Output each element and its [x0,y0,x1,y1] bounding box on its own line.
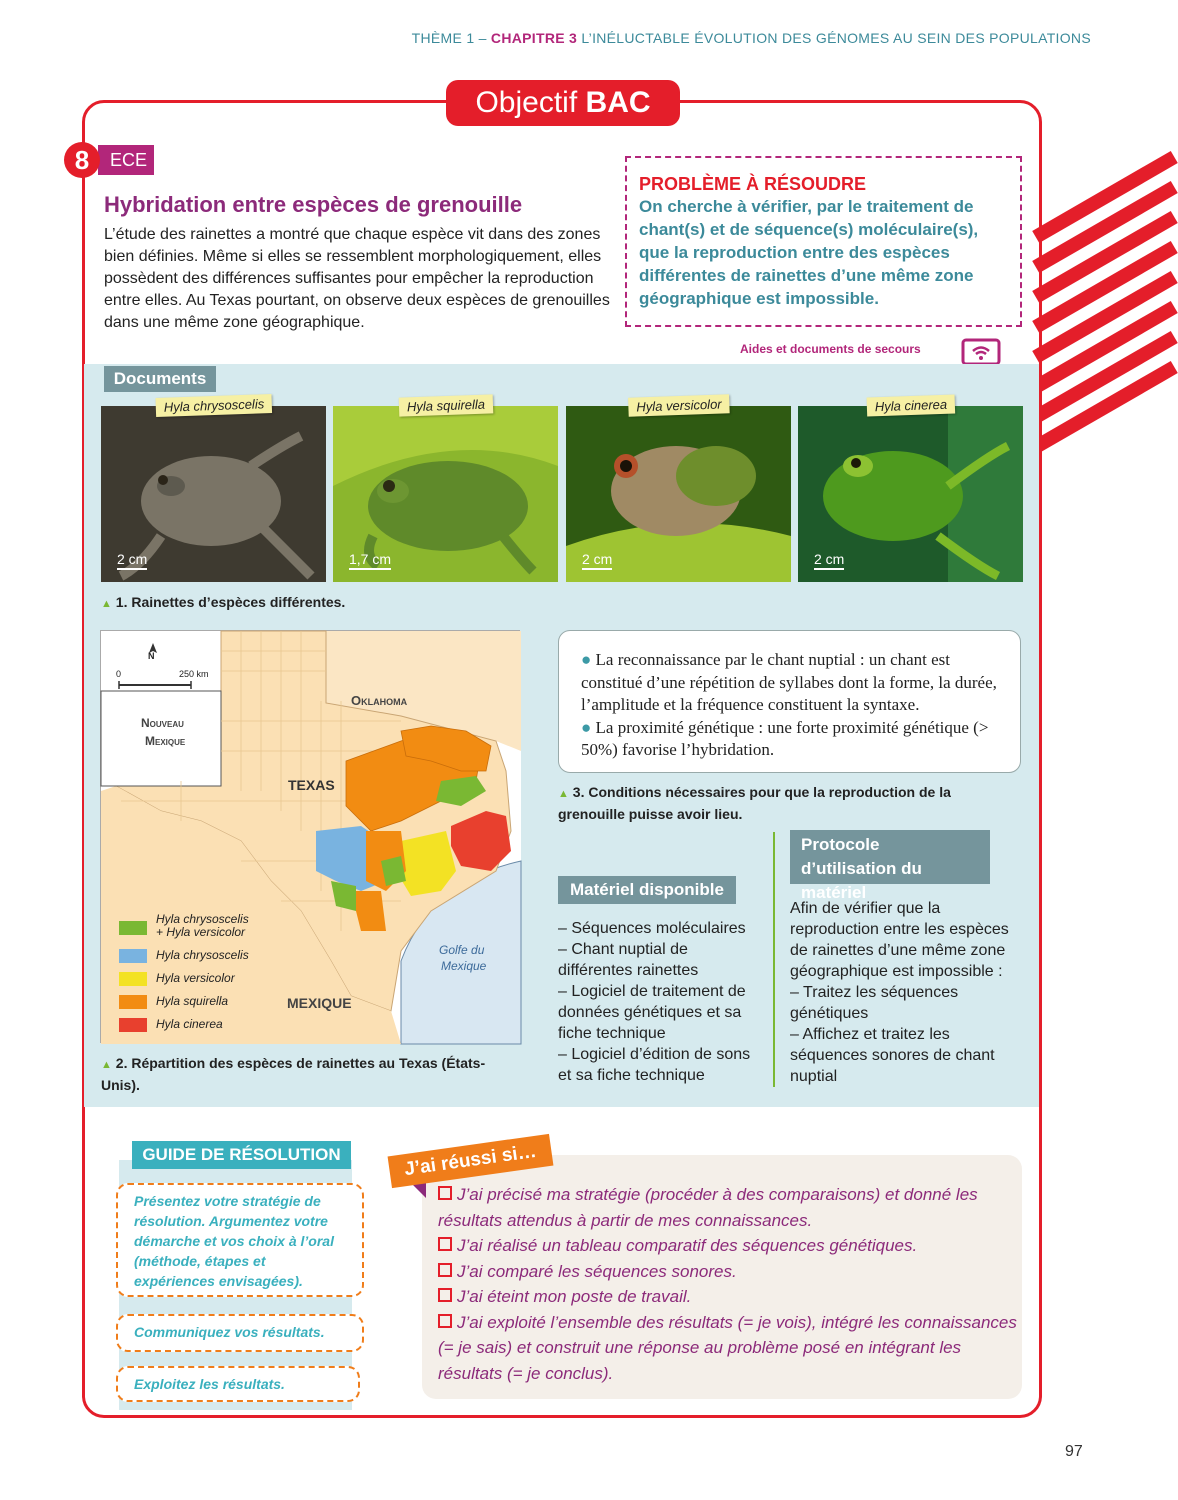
reussi-item-text: J’ai réalisé un tableau comparatif des séquences génétiques. [457,1236,918,1255]
label-nouveau-1: Nouveau [141,716,184,730]
scale-start: 0 [116,669,122,679]
caption-3-text: Conditions nécessaires pour que la reproduction de la grenouille puisse avoir lieu. [558,784,951,822]
caption-3-num: 3. [572,784,585,800]
checkbox-icon[interactable] [438,1288,452,1302]
legend-label-2: + Hyla versicolor [156,925,246,939]
legend-swatch [119,972,147,986]
ece-tag: ECE [98,145,154,175]
reussi-item[interactable] [438,1182,1018,1233]
condition-2 [581,717,1006,762]
materiel-list [558,918,758,1086]
legend-swatch [119,1018,147,1032]
checkbox-icon[interactable] [438,1186,452,1200]
problem-text: On cherche à vérifier, par le traitement de chant(s) et de séquence(s) moléculaire(s), que la reproduction entre des espèces différentes de rainettes d’une même zone géographique est impossible. [639,197,979,308]
protocole-item: – Traitez les séquences génétiques [790,984,959,1022]
frog-photo-chrysoscelis [101,396,326,582]
legend-label: Hyla chrysoscelis [156,912,249,926]
problem-box [625,156,1022,327]
header-title: L’INÉLUCTABLE ÉVOLUTION DES GÉNOMES AU SEIN DES POPULATIONS [581,30,1091,46]
materiel-title: Matériel disponible [558,876,736,904]
photo-label: Hyla versicolor [628,394,730,417]
page-number: 97 [1065,1443,1083,1460]
protocole-item: – Affichez et traitez les séquences sonores de chant nuptial [790,1026,995,1085]
checkbox-icon[interactable] [438,1237,452,1251]
exercise-intro: L’étude des rainettes a montré que chaque espèce vit dans des zones bien définies. Même si elles se ressemblent morphologiquement, elles possèdent des différences suffisantes pour empêcher la reproduction entre elles. Au Texas pourtant, on observe deux espèces de grenouilles dans une même zone géographique. [104,226,610,331]
photo-label: Hyla squirella [398,394,493,416]
photo-scale [349,551,391,570]
legend-item: Hyla cinerea [156,1017,223,1031]
photo-scale [117,551,147,570]
label-nouveau-2: Mexique [145,734,186,748]
materiel-item: – Séquences moléculaires [558,920,746,937]
header-theme: THÈME 1 – [411,30,487,46]
reussi-title: J’ai réussi si… [388,1134,554,1188]
reussi-item-text: J’ai comparé les séquences sonores. [457,1261,737,1281]
guide-step-1: Présentez votre stratégie de résolution. Argumentez votre démarche et vos choix à l’oral (méthode, étapes et expériences envisagées). [116,1183,364,1297]
banner-strong: BAC [585,86,651,119]
scale-text: 2 cm [117,551,148,567]
frog-photo-squirella [333,396,558,582]
guide-step-2: Communiquez vos résultats. [116,1314,364,1352]
frog-body [141,456,281,546]
photo-label: Hyla chrysoscelis [155,394,272,417]
protocole-title: Protocole d’utilisation du matériel [790,830,990,884]
condition-1-text: La reconnaissance par le chant nuptial : un chant est constitué d’une répétition de syllabes dont la forme, la durée, l’amplitude et la fréquence constituent la syntaxe. [581,650,997,714]
bullet-icon: ● [581,650,592,669]
materiel-item: – Logiciel d’édition de sons et sa fiche technique [558,1046,751,1084]
texas-map [100,630,520,1043]
reussi-item[interactable] [438,1233,1018,1259]
protocole-intro: Afin de vérifier que la reproduction entre les espèces de rainettes d’une même zone géographique est impossible : [790,900,1009,980]
label-mexique: MEXIQUE [287,995,352,1011]
running-header [0,30,1091,46]
aides-link[interactable]: Aides et documents de secours [740,342,921,356]
legend-swatch [119,995,147,1009]
reussi-list [438,1182,1018,1386]
label-oklahoma: Oklahoma [351,693,408,708]
reussi-item[interactable] [438,1284,1018,1310]
scale-text: 2 cm [582,551,613,567]
caption-triangle-icon: ▲ [101,598,112,610]
guide-step-3: Exploitez les résultats. [116,1366,360,1402]
caption-1 [101,594,345,610]
caption-2-text: 2. Répartition des espèces de rainettes au Texas (États-Unis). [101,1055,486,1093]
reussi-item[interactable] [438,1259,1018,1285]
legend-item: Hyla versicolor [156,971,235,985]
label-golfe-1: Golfe du [439,943,485,957]
frog-body [676,446,756,506]
frog-photo-cinerea [798,396,1023,582]
scale-text: 2 cm [814,551,845,567]
banner-prefix: Objectif [475,86,578,119]
label-texas: TEXAS [288,777,335,793]
caption-3 [558,782,958,824]
legend-swatch [119,949,147,963]
north-label: N [148,651,155,661]
scale-text: 1,7 cm [349,551,392,567]
reussi-item-text: J’ai précisé ma stratégie (procéder à des comparaisons) et donné les résultats attendus à partir de mes connaissances. [438,1185,978,1230]
protocole-text [790,898,1030,1087]
reussi-item-text: J’ai exploité l’ensemble des résultats (= je vois), intégré les connaissances (= je sais) et construit une réponse au problème posé en intégrant les résultats (= je conclus). [438,1312,1017,1383]
legend-swatch [119,921,147,935]
caption-triangle-icon: ▲ [558,788,569,800]
legend-item [156,913,249,939]
condition-1 [581,649,1006,717]
divider [773,832,775,1087]
header-chapter: CHAPITRE 3 [490,30,578,46]
condition-2-text: La proximité génétique : une forte proximité génétique (> 50%) favorise l’hybridation. [581,717,989,759]
bullet-icon: ● [581,717,592,737]
frog-photo-versicolor [566,396,791,582]
legend-item: Hyla squirella [156,994,229,1008]
materiel-item: – Logiciel de traitement de données génétiques et sa fiche technique [558,983,746,1042]
checkbox-icon[interactable] [438,1314,452,1328]
checkbox-icon[interactable] [438,1263,452,1277]
label-golfe-2: Mexique [441,959,487,973]
problem-title: PROBLÈME À RÉSOUDRE [639,174,867,194]
reussi-item-text: J’ai éteint mon poste de travail. [457,1287,692,1306]
caption-1-text: 1. Rainettes d’espèces différentes. [115,594,346,610]
photo-scale [582,551,612,570]
legend-item: Hyla chrysoscelis [156,948,249,962]
objectif-bac-banner [446,80,680,126]
caption-2 [101,1053,521,1095]
exercise-number: 8 [64,142,100,178]
caption-triangle-icon: ▲ [101,1059,112,1071]
scale-end: 250 km [179,669,209,679]
reussi-item[interactable] [438,1310,1018,1387]
exercise-title: Hybridation entre espèces de grenouille [104,192,523,217]
photo-label: Hyla cinerea [866,394,955,416]
photo-scale [814,551,844,570]
materiel-item: – Chant nuptial de différentes rainettes [558,941,699,979]
guide-title: GUIDE DE RÉSOLUTION [132,1141,351,1169]
decorative-stripes [1045,180,1125,430]
conditions-box [558,630,1021,773]
documents-label: Documents [104,366,216,392]
